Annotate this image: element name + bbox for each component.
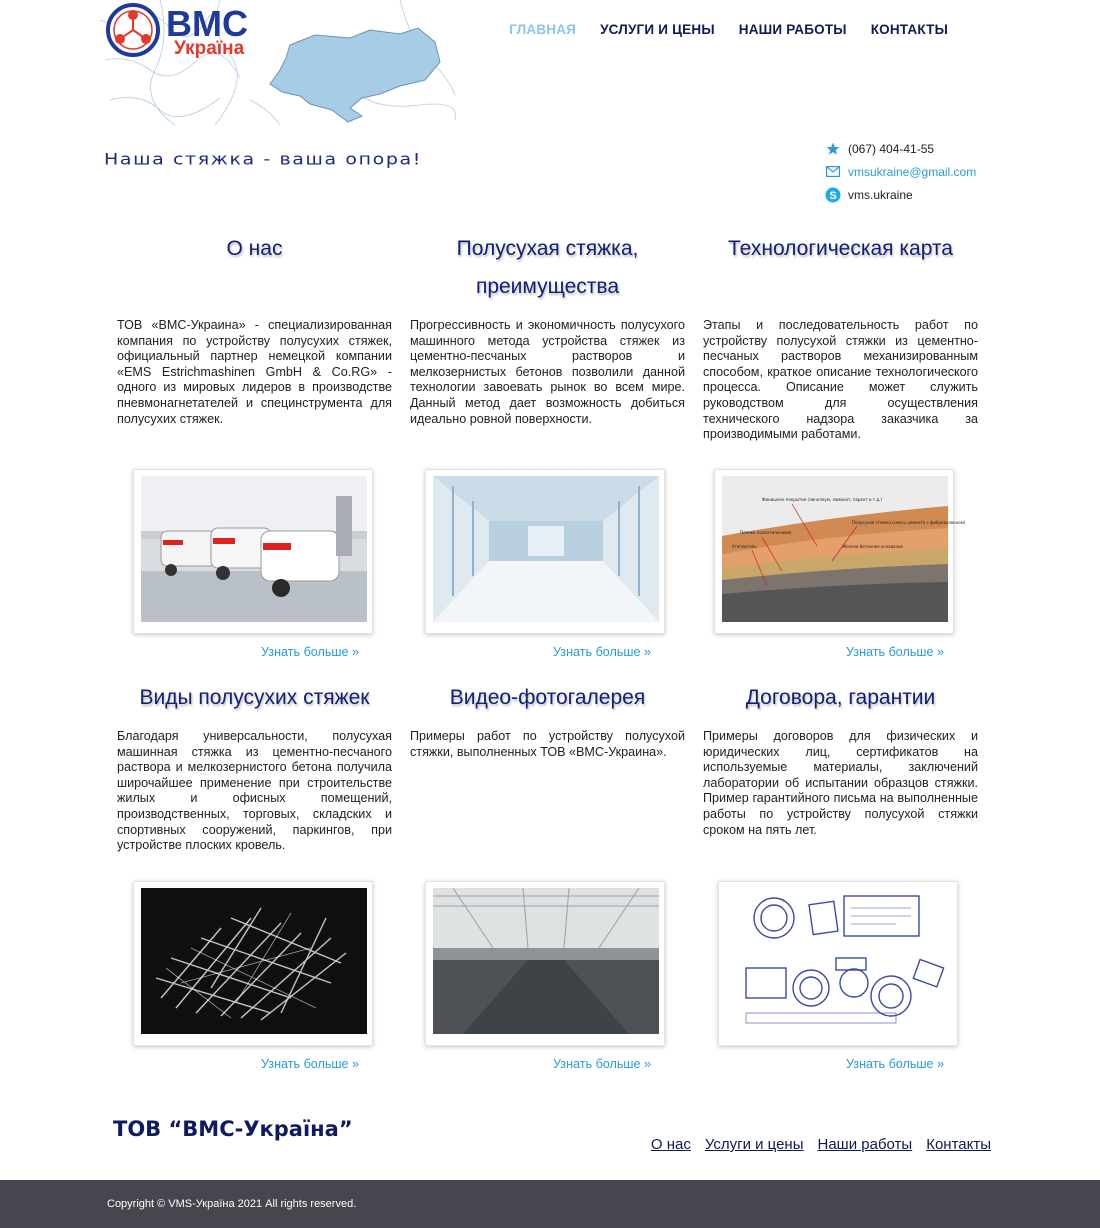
- fiber-image[interactable]: [133, 881, 373, 1046]
- learn-more-link[interactable]: Узнать больше »: [553, 1057, 652, 1071]
- section-title: Полусухая стяжка, преимущества: [456, 237, 639, 298]
- envelope-icon: [825, 164, 841, 180]
- section-text: Примеры договоров для физических и юридических лиц, сертификатов на используемые материалы, заключений лаборатории об испытании образцов стяжки. Пример гарантийного письма на выполненные работы по устройству полусухой стяжки сроком на пять лет.: [703, 729, 978, 837]
- footer-link-contacts[interactable]: Контакты: [926, 1136, 991, 1153]
- footer-company-name: ТОВ “ВМС-Україна”: [113, 1117, 353, 1141]
- section-text: Этапы и последовательность работ по устройству полусухой стяжки из цементно-песчаных растворов механизированным способом, краткое описание технологического процесса. Описание может служить руководством для осуществления технического надзора заказчика за производимыми работами.: [703, 318, 978, 442]
- skype-icon: [825, 187, 841, 203]
- learn-more-link[interactable]: Узнать больше »: [846, 645, 945, 659]
- footer-nav: [651, 1136, 991, 1153]
- diagram-label-insulation: Утеплитель: [732, 544, 757, 549]
- contact-email-link[interactable]: vmsukraine@gmail.com: [848, 164, 977, 179]
- svg-text:S: S: [829, 189, 837, 202]
- section-text: Благодаря универсальности, полусухая машинная стяжка из цементно-песчаного раствора и мелкозернистого бетона получила широчайшее применение при строительстве жилых и офисных помещений, производственных, торговых, складских и спортивных сооружений, паркингов, при устройстве плоских кровель.: [117, 729, 392, 853]
- star-icon: [825, 141, 841, 157]
- learn-more-link[interactable]: Узнать больше »: [261, 1057, 360, 1071]
- screed-machines-image[interactable]: [133, 469, 373, 634]
- slogan: Наша стяжка - ваша опора!: [104, 150, 423, 169]
- warehouse-floor-image[interactable]: [425, 881, 665, 1046]
- footer-link-works[interactable]: Наши работы: [817, 1136, 913, 1153]
- nav-services[interactable]: УСЛУГИ И ЦЕНЫ: [600, 22, 715, 37]
- contact-phone-row: [825, 137, 976, 160]
- nav-home[interactable]: ГЛАВНАЯ: [509, 22, 577, 37]
- stamps-image[interactable]: [718, 881, 958, 1046]
- contact-skype: vms.ukraine: [848, 187, 913, 202]
- contact-skype-row: [825, 183, 976, 206]
- learn-more-link[interactable]: Узнать больше »: [846, 1057, 945, 1071]
- section-title: Виды полусухих стяжек: [139, 686, 370, 709]
- diagram-label-screed: Полусухая стяжка (смесь цемента с фиброволокном): [852, 520, 966, 525]
- screed-layers-diagram-image[interactable]: [714, 469, 966, 634]
- learn-more-link[interactable]: Узнать больше »: [261, 645, 360, 659]
- section-about: [117, 230, 392, 427]
- diagram-label-film: Пленка полиэтиленовая: [740, 530, 792, 535]
- section-title: Договора, гарантии: [745, 686, 936, 709]
- footer-bar: [0, 1180, 1100, 1228]
- diagram-label-finish: Финишное покрытие (линолеум, ламинат, паркет и т.д.): [762, 497, 882, 502]
- footer-link-about[interactable]: О нас: [650, 1136, 691, 1153]
- footer-link-services[interactable]: Услуги и цены: [704, 1136, 804, 1153]
- logo-text-top: ВМС: [166, 3, 248, 44]
- copyright: Copyright © VMS-Україна 2021 All rights reserved.: [107, 1198, 357, 1210]
- section-text: Прогрессивность и экономичность полусухого машинного метода устройства стяжек из цементно-песчаных растворов и мелкозернистых бетонов позволили данной технологии завоевать рынок во всем мире. Данный метод дает возможность добиться идеально ровной поверхности.: [410, 318, 685, 426]
- section-title: Видео-фотогалерея: [449, 686, 646, 709]
- header: [0, 0, 1100, 130]
- logo-text-bottom: Україна: [174, 38, 245, 59]
- glossy-floor-hall-image[interactable]: [425, 469, 665, 634]
- section-tech-map: [703, 230, 978, 443]
- diagram-label-base: Железо-бетонное основание: [842, 544, 904, 549]
- section-screed-types: [117, 679, 392, 854]
- vms-logo[interactable]: [104, 2, 284, 58]
- section-text: ТОВ «ВМС-Украина» - специализированная компания по устройству полусухих стяжек, официальный партнер немецкой компании «EMS Estrichmashinen GmbH & Co.RG» - одного из мировых лидеров в производстве пневмонагнетателей и специнструмента для полусухих стяжек.: [117, 318, 392, 426]
- main-nav: [509, 22, 948, 37]
- nav-contacts[interactable]: КОНТАКТЫ: [870, 22, 948, 37]
- section-text: Примеры работ по устройству полусухой стяжки, выполненных ТОВ «ВМС-Украина».: [410, 729, 685, 759]
- learn-more-link[interactable]: Узнать больше »: [553, 645, 652, 659]
- section-contracts: [703, 679, 978, 838]
- section-title: О нас: [226, 237, 283, 260]
- nav-works[interactable]: НАШИ РАБОТЫ: [738, 22, 847, 37]
- contact-phone: (067) 404-41-55: [848, 141, 935, 156]
- section-gallery: [410, 679, 685, 760]
- section-title: Технологическая карта: [727, 237, 953, 260]
- contact-email-row: [825, 160, 976, 183]
- contacts-block: [825, 137, 976, 206]
- section-advantages: [410, 230, 685, 427]
